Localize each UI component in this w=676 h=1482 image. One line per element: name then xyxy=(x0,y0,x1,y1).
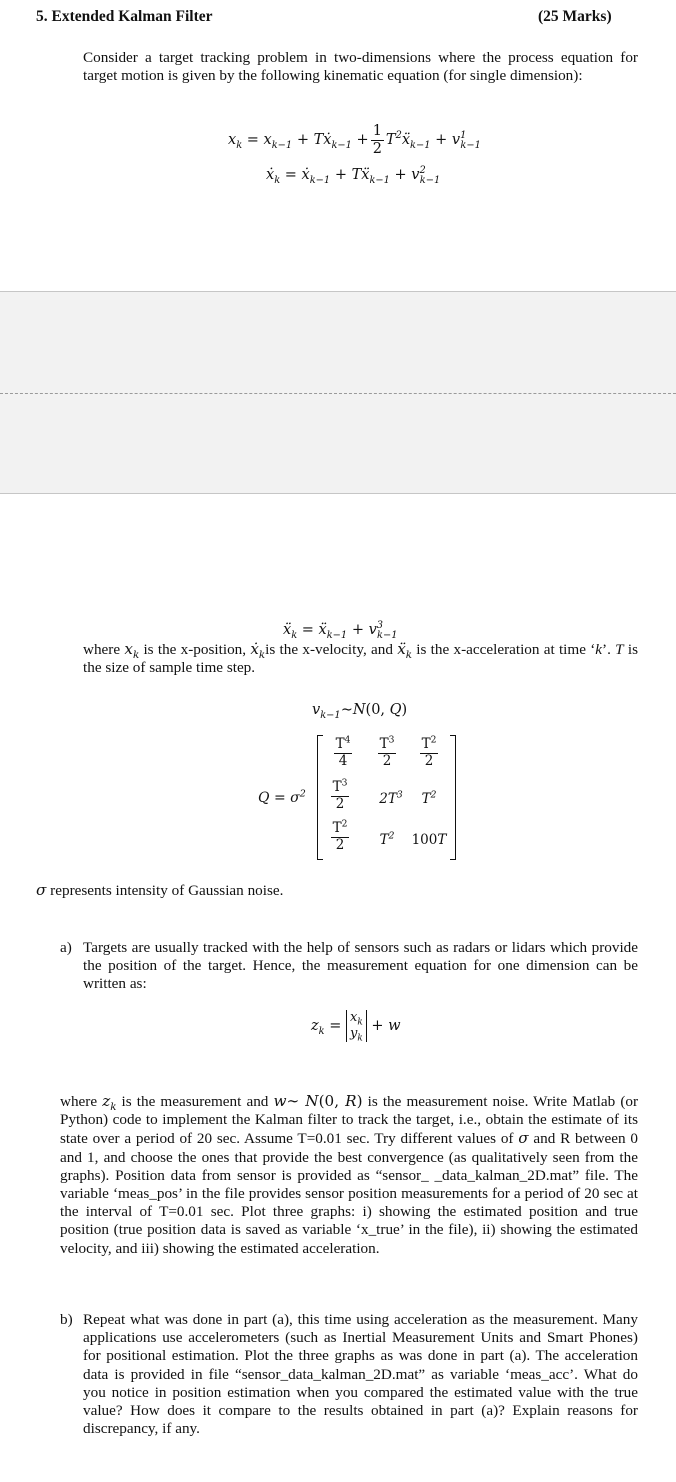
acceleration-equation: ẍ$_k$ = ẍ$_{k-1}$ + $v^3_{k-1}$ xyxy=(283,620,398,641)
q-cell: 100T xyxy=(411,832,447,848)
part-b-text: Repeat what was done in part (a), this time using acceleration as the measurement. Many applications use accelerometers (such as Inertial Measurement Units and Smart Phones) for positional estimation. Plot the three graphs as was done in part (a). The acceleration data is provided in file “sensor_data_kalman_2D.mat” as variable ‘meas_acc’. What do you notice in position estimation when you compared the estimated value with the true value? How does it compare to the results obtained in part (a)? Explain reasons for discrepancy, if any. xyxy=(83,1311,638,1438)
q-cell: $\frac{T^2}{2}$ xyxy=(332,818,348,853)
position-equation: $x_k = x_{k-1}$ + Tẋ$_{k-1}$ + $\frac{1}{2}$ $T^2ẍ_{k-1} + v^1_{k-1}$ xyxy=(228,123,481,157)
part-b-label: b) xyxy=(60,1311,73,1328)
question-marks: (25 Marks) xyxy=(538,8,612,25)
q-cell: $2T^3$ xyxy=(379,789,403,807)
part-a-label: a) xyxy=(60,939,72,956)
q-cell: $\frac{T^3}{2}$ xyxy=(379,734,395,769)
variable-definitions: where $x_k$ is the x-position, ẋ$_k$is the x-velocity, and ẍ$_k$ is the x-acceleration at time ‘k’. T is the size of sample time step. xyxy=(83,640,638,677)
question-title: 5. Extended Kalman Filter xyxy=(36,8,213,25)
sigma-note: σ represents intensity of Gaussian noise. xyxy=(36,881,284,899)
measurement-equation: $z_k = x_k$ $y_k + w$ xyxy=(311,1010,401,1044)
velocity-equation: ẋ$_k$ = ẋ$_{k-1}$ + Tẍ$_{k-1}$ + $v^2_{k-1}$ xyxy=(266,165,441,186)
q-matrix-lhs: $Q = \sigma^2$ xyxy=(258,788,306,806)
noise-distribution: $v_{k-1}\sim N(0$, Q) xyxy=(312,702,408,721)
q-matrix-left-bracket xyxy=(317,735,323,860)
q-cell: $T^2$ xyxy=(421,789,437,807)
page-break-dashed-line xyxy=(0,393,676,394)
q-cell: $T^2$ xyxy=(379,830,395,848)
q-cell: $\frac{T^2}{2}$ xyxy=(421,734,437,769)
q-cell: $\frac{T^4}{4}$ xyxy=(335,734,351,769)
part-a-text: Targets are usually tracked with the help of sensors such as radars or lidars which provide the position of the target. Hence, the measurement equation for one dimension can be written as: xyxy=(83,939,638,993)
q-matrix xyxy=(317,735,456,860)
part-a-details: where $z_k$ is the measurement and w∼ N(0, R) is the measurement noise. Write Matlab (or Python) code to implement the Kalman filter to track the target, i.e., obtain the estimate of its state over a period of 20 sec. Assume T=0.01 sec. Try different values of σ and R between 0 and 1, and choose the ones that provide the best convergence (as qualitatively seen from the graphs). Position data from sensor is provided as “sensor_ _data_kalman_2D.mat” file. The variable ‘meas_pos’ in the file provides sensor position measurements for a period of 20 sec at the interval of T=0.01 sec. Plot three graphs: i) showing the estimated position and true position (true position data is saved as variable ‘x_true’ in the file), ii) showing the estimated velocity, and iii) showing the estimated acceleration. xyxy=(60,1092,639,1257)
intro-paragraph: Consider a target tracking problem in two-dimensions where the process equation for target motion is given by the following kinematic equation (for single dimension): xyxy=(83,49,638,85)
q-cell: $\frac{T^3}{2}$ xyxy=(332,777,348,812)
